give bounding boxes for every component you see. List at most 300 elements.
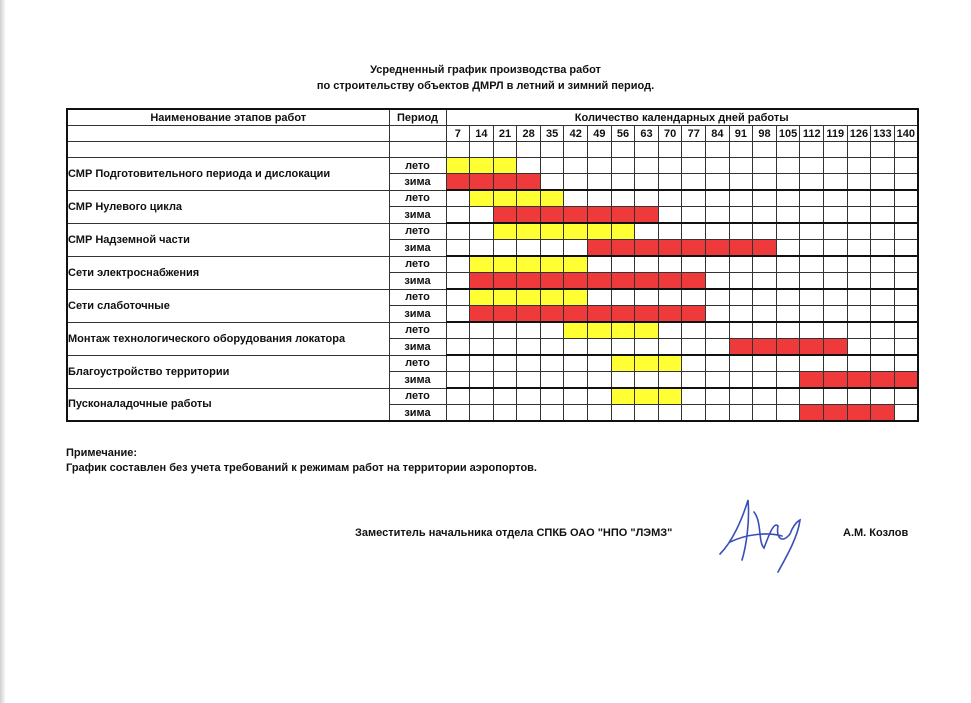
gantt-empty-cell bbox=[658, 372, 682, 389]
gantt-bar-cell-winter bbox=[800, 405, 824, 422]
gantt-empty-cell bbox=[776, 256, 800, 273]
gantt-empty-cell bbox=[446, 273, 470, 290]
gantt-empty-cell bbox=[517, 322, 541, 339]
gantt-empty-cell bbox=[894, 256, 918, 273]
period-label-summer: лето bbox=[389, 322, 446, 339]
header-spacer bbox=[389, 126, 446, 142]
gantt-empty-cell bbox=[753, 174, 777, 191]
gantt-bar-cell-winter bbox=[800, 339, 824, 356]
gantt-empty-cell bbox=[847, 174, 871, 191]
gantt-empty-cell bbox=[776, 372, 800, 389]
stage-name: Сети электроснабжения bbox=[67, 256, 389, 289]
gantt-empty-cell bbox=[871, 223, 895, 240]
gantt-empty-cell bbox=[658, 405, 682, 422]
gantt-empty-cell bbox=[564, 158, 588, 174]
gantt-empty-cell bbox=[871, 289, 895, 306]
blank-cell bbox=[588, 142, 612, 158]
gantt-empty-cell bbox=[847, 273, 871, 290]
gantt-empty-cell bbox=[611, 174, 635, 191]
gantt-empty-cell bbox=[470, 405, 494, 422]
gantt-empty-cell bbox=[871, 256, 895, 273]
gantt-empty-cell bbox=[493, 355, 517, 372]
gantt-empty-cell bbox=[847, 240, 871, 257]
gantt-empty-cell bbox=[729, 306, 753, 323]
gantt-bar-cell-winter bbox=[658, 273, 682, 290]
gantt-bar-cell-winter bbox=[588, 207, 612, 224]
gantt-empty-cell bbox=[871, 240, 895, 257]
stage-name: СМР Нулевого цикла bbox=[67, 190, 389, 223]
gantt-bar-cell-summer bbox=[588, 322, 612, 339]
gantt-bar-cell-winter bbox=[517, 207, 541, 224]
gantt-empty-cell bbox=[800, 322, 824, 339]
gantt-empty-cell bbox=[753, 405, 777, 422]
gantt-bar-cell-summer bbox=[517, 256, 541, 273]
gantt-empty-cell bbox=[658, 190, 682, 207]
stage-row-summer bbox=[67, 223, 918, 240]
gantt-empty-cell bbox=[635, 223, 659, 240]
gantt-empty-cell bbox=[753, 322, 777, 339]
gantt-empty-cell bbox=[729, 207, 753, 224]
stage-name: Пусконаладочные работы bbox=[67, 388, 389, 421]
gantt-bar-cell-summer bbox=[517, 289, 541, 306]
gantt-bar-cell-winter bbox=[446, 174, 470, 191]
period-label-summer: лето bbox=[389, 223, 446, 240]
gantt-bar-cell-winter bbox=[470, 273, 494, 290]
gantt-empty-cell bbox=[635, 158, 659, 174]
gantt-empty-cell bbox=[871, 322, 895, 339]
gantt-empty-cell bbox=[847, 190, 871, 207]
gantt-bar-cell-summer bbox=[493, 289, 517, 306]
gantt-empty-cell bbox=[658, 207, 682, 224]
gantt-body bbox=[67, 109, 918, 421]
gantt-empty-cell bbox=[753, 388, 777, 405]
gantt-empty-cell bbox=[682, 256, 706, 273]
stage-row-summer bbox=[67, 190, 918, 207]
gantt-bar-cell-summer bbox=[635, 322, 659, 339]
gantt-empty-cell bbox=[540, 174, 564, 191]
gantt-empty-cell bbox=[706, 158, 730, 174]
gantt-bar-cell-winter bbox=[588, 273, 612, 290]
gantt-empty-cell bbox=[847, 306, 871, 323]
gantt-empty-cell bbox=[847, 207, 871, 224]
gantt-empty-cell bbox=[847, 322, 871, 339]
gantt-bar-cell-summer bbox=[493, 190, 517, 207]
gantt-empty-cell bbox=[540, 388, 564, 405]
gantt-empty-cell bbox=[894, 405, 918, 422]
gantt-bar-cell-summer bbox=[493, 223, 517, 240]
gantt-empty-cell bbox=[446, 190, 470, 207]
gantt-empty-cell bbox=[446, 223, 470, 240]
gantt-empty-cell bbox=[894, 207, 918, 224]
gantt-bar-cell-summer bbox=[635, 388, 659, 405]
gantt-bar-cell-winter bbox=[493, 273, 517, 290]
gantt-empty-cell bbox=[824, 256, 848, 273]
gantt-empty-cell bbox=[729, 405, 753, 422]
gantt-bar-cell-winter bbox=[635, 273, 659, 290]
gantt-empty-cell bbox=[682, 355, 706, 372]
gantt-empty-cell bbox=[706, 355, 730, 372]
gantt-empty-cell bbox=[729, 190, 753, 207]
gantt-empty-cell bbox=[682, 322, 706, 339]
gantt-empty-cell bbox=[493, 405, 517, 422]
gantt-empty-cell bbox=[824, 273, 848, 290]
gantt-empty-cell bbox=[753, 223, 777, 240]
gantt-bar-cell-winter bbox=[635, 306, 659, 323]
gantt-empty-cell bbox=[517, 355, 541, 372]
gantt-bar-cell-winter bbox=[517, 174, 541, 191]
header-row-top bbox=[67, 109, 918, 126]
gantt-empty-cell bbox=[470, 388, 494, 405]
gantt-empty-cell bbox=[776, 405, 800, 422]
gantt-empty-cell bbox=[470, 223, 494, 240]
day-header-cell: 133 bbox=[871, 126, 895, 142]
gantt-empty-cell bbox=[588, 158, 612, 174]
blank-cell bbox=[847, 142, 871, 158]
period-label-winter: зима bbox=[389, 372, 446, 389]
gantt-empty-cell bbox=[517, 388, 541, 405]
gantt-bar-cell-winter bbox=[493, 207, 517, 224]
gantt-empty-cell bbox=[824, 223, 848, 240]
gantt-bar-cell-winter bbox=[800, 372, 824, 389]
gantt-empty-cell bbox=[871, 273, 895, 290]
gantt-empty-cell bbox=[824, 306, 848, 323]
gantt-bar-cell-winter bbox=[753, 240, 777, 257]
scan-edge-shadow bbox=[0, 0, 6, 703]
gantt-bar-cell-winter bbox=[470, 306, 494, 323]
gantt-bar-cell-winter bbox=[470, 174, 494, 191]
gantt-bar-cell-summer bbox=[611, 322, 635, 339]
gantt-empty-cell bbox=[871, 306, 895, 323]
gantt-empty-cell bbox=[540, 322, 564, 339]
gantt-schedule-table bbox=[66, 108, 919, 422]
stage-row-summer bbox=[67, 289, 918, 306]
day-header-cell: 7 bbox=[446, 126, 470, 142]
gantt-empty-cell bbox=[706, 372, 730, 389]
gantt-empty-cell bbox=[894, 190, 918, 207]
gantt-bar-cell-summer bbox=[588, 223, 612, 240]
gantt-empty-cell bbox=[635, 339, 659, 356]
gantt-bar-cell-summer bbox=[540, 256, 564, 273]
blank-cell bbox=[389, 142, 446, 158]
gantt-empty-cell bbox=[847, 355, 871, 372]
gantt-empty-cell bbox=[446, 256, 470, 273]
gantt-bar-cell-winter bbox=[635, 207, 659, 224]
blank-cell bbox=[824, 142, 848, 158]
gantt-empty-cell bbox=[706, 388, 730, 405]
gantt-empty-cell bbox=[753, 372, 777, 389]
gantt-empty-cell bbox=[729, 388, 753, 405]
day-header-cell: 49 bbox=[588, 126, 612, 142]
gantt-empty-cell bbox=[776, 273, 800, 290]
gantt-bar-cell-winter bbox=[611, 240, 635, 257]
gantt-bar-cell-winter bbox=[588, 240, 612, 257]
day-header-cell: 70 bbox=[658, 126, 682, 142]
stage-row-summer bbox=[67, 256, 918, 273]
header-spacer bbox=[67, 126, 389, 142]
day-header-cell: 98 bbox=[753, 126, 777, 142]
gantt-bar-cell-winter bbox=[540, 306, 564, 323]
gantt-empty-cell bbox=[776, 322, 800, 339]
gantt-empty-cell bbox=[894, 306, 918, 323]
gantt-empty-cell bbox=[776, 355, 800, 372]
gantt-empty-cell bbox=[658, 158, 682, 174]
gantt-bar-cell-winter bbox=[824, 339, 848, 356]
gantt-empty-cell bbox=[564, 372, 588, 389]
gantt-bar-cell-summer bbox=[493, 256, 517, 273]
signer-position: Заместитель начальника отдела СПКБ ОАО "НПО "ЛЭМЗ" bbox=[355, 527, 673, 539]
gantt-empty-cell bbox=[753, 289, 777, 306]
stage-row-summer bbox=[67, 388, 918, 405]
gantt-empty-cell bbox=[800, 158, 824, 174]
gantt-empty-cell bbox=[871, 174, 895, 191]
gantt-bar-cell-winter bbox=[706, 240, 730, 257]
gantt-bar-cell-winter bbox=[776, 339, 800, 356]
gantt-empty-cell bbox=[564, 190, 588, 207]
period-label-winter: зима bbox=[389, 339, 446, 356]
gantt-empty-cell bbox=[706, 405, 730, 422]
gantt-empty-cell bbox=[706, 339, 730, 356]
gantt-bar-cell-summer bbox=[470, 190, 494, 207]
gantt-empty-cell bbox=[800, 223, 824, 240]
signer-name: А.М. Козлов bbox=[843, 527, 909, 539]
gantt-empty-cell bbox=[611, 289, 635, 306]
gantt-empty-cell bbox=[706, 223, 730, 240]
gantt-empty-cell bbox=[540, 405, 564, 422]
stage-name: Благоустройство территории bbox=[67, 355, 389, 388]
period-column-header: Период bbox=[389, 109, 446, 126]
period-label-winter: зима bbox=[389, 207, 446, 224]
gantt-empty-cell bbox=[658, 223, 682, 240]
day-header-cell: 14 bbox=[470, 126, 494, 142]
blank-cell bbox=[564, 142, 588, 158]
gantt-empty-cell bbox=[847, 339, 871, 356]
blank-cell bbox=[446, 142, 470, 158]
gantt-empty-cell bbox=[446, 207, 470, 224]
gantt-empty-cell bbox=[564, 339, 588, 356]
blank-cell bbox=[753, 142, 777, 158]
gantt-empty-cell bbox=[729, 256, 753, 273]
gantt-empty-cell bbox=[776, 223, 800, 240]
gantt-empty-cell bbox=[776, 207, 800, 224]
gantt-empty-cell bbox=[470, 240, 494, 257]
gantt-empty-cell bbox=[894, 355, 918, 372]
gantt-empty-cell bbox=[564, 405, 588, 422]
period-label-summer: лето bbox=[389, 190, 446, 207]
blank-cell bbox=[517, 142, 541, 158]
gantt-bar-cell-summer bbox=[611, 355, 635, 372]
gantt-bar-cell-winter bbox=[682, 240, 706, 257]
gantt-empty-cell bbox=[682, 207, 706, 224]
period-label-summer: лето bbox=[389, 289, 446, 306]
gantt-empty-cell bbox=[729, 273, 753, 290]
gantt-bar-cell-summer bbox=[564, 322, 588, 339]
gantt-bar-cell-winter bbox=[658, 240, 682, 257]
gantt-empty-cell bbox=[611, 372, 635, 389]
gantt-bar-cell-winter bbox=[658, 306, 682, 323]
gantt-empty-cell bbox=[894, 273, 918, 290]
gantt-empty-cell bbox=[517, 240, 541, 257]
gantt-empty-cell bbox=[470, 339, 494, 356]
day-header-cell: 84 bbox=[706, 126, 730, 142]
gantt-empty-cell bbox=[540, 240, 564, 257]
gantt-bar-cell-summer bbox=[493, 158, 517, 174]
gantt-empty-cell bbox=[729, 223, 753, 240]
gantt-empty-cell bbox=[446, 405, 470, 422]
gantt-empty-cell bbox=[800, 240, 824, 257]
gantt-empty-cell bbox=[729, 372, 753, 389]
gantt-bar-cell-winter bbox=[517, 273, 541, 290]
gantt-empty-cell bbox=[493, 339, 517, 356]
gantt-bar-cell-summer bbox=[658, 355, 682, 372]
gantt-bar-cell-winter bbox=[847, 405, 871, 422]
gantt-bar-cell-winter bbox=[871, 405, 895, 422]
gantt-bar-cell-summer bbox=[540, 190, 564, 207]
stage-row-summer bbox=[67, 355, 918, 372]
gantt-empty-cell bbox=[753, 306, 777, 323]
blank-cell bbox=[635, 142, 659, 158]
blank-cell bbox=[540, 142, 564, 158]
gantt-bar-cell-summer bbox=[470, 256, 494, 273]
gantt-empty-cell bbox=[517, 405, 541, 422]
gantt-bar-cell-winter bbox=[753, 339, 777, 356]
gantt-empty-cell bbox=[682, 223, 706, 240]
gantt-bar-cell-winter bbox=[894, 372, 918, 389]
gantt-empty-cell bbox=[682, 372, 706, 389]
gantt-empty-cell bbox=[847, 388, 871, 405]
period-label-summer: лето bbox=[389, 355, 446, 372]
gantt-empty-cell bbox=[847, 223, 871, 240]
gantt-empty-cell bbox=[588, 339, 612, 356]
day-header-cell: 112 bbox=[800, 126, 824, 142]
stage-name: СМР Надземной части bbox=[67, 223, 389, 256]
gantt-empty-cell bbox=[658, 289, 682, 306]
gantt-empty-cell bbox=[470, 207, 494, 224]
blank-cell bbox=[682, 142, 706, 158]
day-header-cell: 119 bbox=[824, 126, 848, 142]
gantt-empty-cell bbox=[611, 339, 635, 356]
gantt-empty-cell bbox=[540, 339, 564, 356]
gantt-empty-cell bbox=[871, 158, 895, 174]
gantt-empty-cell bbox=[658, 256, 682, 273]
gantt-bar-cell-summer bbox=[446, 158, 470, 174]
gantt-empty-cell bbox=[800, 190, 824, 207]
blank-cell bbox=[658, 142, 682, 158]
gantt-empty-cell bbox=[729, 289, 753, 306]
gantt-empty-cell bbox=[776, 388, 800, 405]
gantt-empty-cell bbox=[800, 289, 824, 306]
gantt-empty-cell bbox=[493, 388, 517, 405]
gantt-empty-cell bbox=[635, 372, 659, 389]
day-header-cell: 21 bbox=[493, 126, 517, 142]
gantt-empty-cell bbox=[753, 256, 777, 273]
gantt-empty-cell bbox=[706, 174, 730, 191]
gantt-empty-cell bbox=[776, 158, 800, 174]
blank-cell bbox=[776, 142, 800, 158]
gantt-bar-cell-summer bbox=[564, 256, 588, 273]
period-label-summer: лето bbox=[389, 158, 446, 174]
gantt-empty-cell bbox=[824, 322, 848, 339]
gantt-empty-cell bbox=[564, 355, 588, 372]
gantt-empty-cell bbox=[588, 289, 612, 306]
stage-row-summer bbox=[67, 158, 918, 174]
gantt-empty-cell bbox=[517, 339, 541, 356]
gantt-empty-cell bbox=[540, 372, 564, 389]
gantt-bar-cell-summer bbox=[564, 223, 588, 240]
gantt-empty-cell bbox=[588, 256, 612, 273]
gantt-bar-cell-winter bbox=[564, 273, 588, 290]
gantt-empty-cell bbox=[894, 322, 918, 339]
gantt-empty-cell bbox=[470, 355, 494, 372]
gantt-empty-cell bbox=[824, 207, 848, 224]
gantt-empty-cell bbox=[470, 372, 494, 389]
gantt-empty-cell bbox=[611, 405, 635, 422]
gantt-empty-cell bbox=[588, 372, 612, 389]
period-label-winter: зима bbox=[389, 405, 446, 422]
day-header-cell: 42 bbox=[564, 126, 588, 142]
gantt-bar-cell-winter bbox=[682, 306, 706, 323]
gantt-empty-cell bbox=[871, 190, 895, 207]
stage-row-summer bbox=[67, 322, 918, 339]
gantt-empty-cell bbox=[611, 158, 635, 174]
stage-name: СМР Подготовительного периода и дислокации bbox=[67, 158, 389, 191]
gantt-bar-cell-winter bbox=[540, 207, 564, 224]
gantt-empty-cell bbox=[635, 190, 659, 207]
gantt-bar-cell-summer bbox=[540, 289, 564, 306]
blank-cell bbox=[706, 142, 730, 158]
gantt-empty-cell bbox=[493, 240, 517, 257]
day-header-cell: 28 bbox=[517, 126, 541, 142]
blank-cell bbox=[611, 142, 635, 158]
gantt-empty-cell bbox=[564, 388, 588, 405]
day-header-cell: 91 bbox=[729, 126, 753, 142]
gantt-bar-cell-summer bbox=[564, 289, 588, 306]
gantt-empty-cell bbox=[682, 190, 706, 207]
gantt-empty-cell bbox=[588, 174, 612, 191]
gantt-empty-cell bbox=[729, 158, 753, 174]
header-row-days bbox=[67, 126, 918, 142]
gantt-empty-cell bbox=[706, 207, 730, 224]
gantt-empty-cell bbox=[446, 372, 470, 389]
gantt-bar-cell-summer bbox=[658, 388, 682, 405]
gantt-empty-cell bbox=[894, 174, 918, 191]
period-label-winter: зима bbox=[389, 306, 446, 323]
gantt-empty-cell bbox=[871, 388, 895, 405]
gantt-empty-cell bbox=[753, 207, 777, 224]
gantt-empty-cell bbox=[682, 339, 706, 356]
gantt-empty-cell bbox=[894, 223, 918, 240]
period-label-winter: зима bbox=[389, 273, 446, 290]
gantt-empty-cell bbox=[706, 256, 730, 273]
days-column-header: Количество календарных дней работы bbox=[446, 109, 918, 126]
day-header-cell: 126 bbox=[847, 126, 871, 142]
gantt-empty-cell bbox=[446, 322, 470, 339]
gantt-empty-cell bbox=[871, 355, 895, 372]
stage-column-header: Наименование этапов работ bbox=[67, 109, 389, 126]
gantt-empty-cell bbox=[847, 158, 871, 174]
gantt-empty-cell bbox=[800, 388, 824, 405]
gantt-bar-cell-winter bbox=[729, 339, 753, 356]
blank-cell bbox=[470, 142, 494, 158]
blank-cell bbox=[894, 142, 918, 158]
blank-cell bbox=[800, 142, 824, 158]
document-subtitle: по строительству объектов ДМРЛ в летний и зимний период. bbox=[316, 80, 655, 92]
gantt-empty-cell bbox=[635, 289, 659, 306]
gantt-bar-cell-winter bbox=[824, 405, 848, 422]
gantt-empty-cell bbox=[824, 355, 848, 372]
gantt-empty-cell bbox=[894, 388, 918, 405]
gantt-bar-cell-winter bbox=[847, 372, 871, 389]
gantt-bar-cell-winter bbox=[564, 306, 588, 323]
